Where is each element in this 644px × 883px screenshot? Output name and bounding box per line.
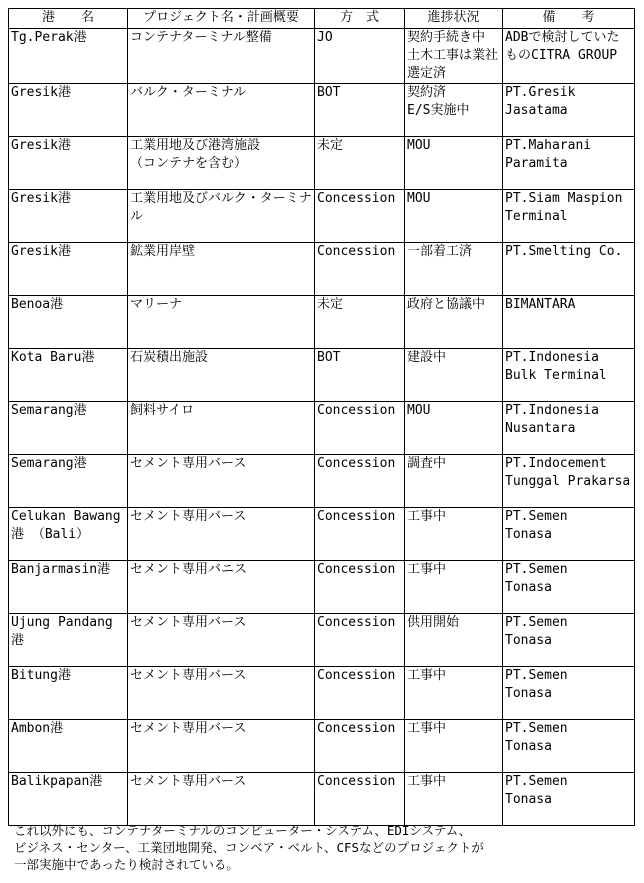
cell-port: Banjarmasin港 (9, 561, 128, 614)
cell-project: セメント専用バース (128, 773, 315, 826)
cell-port: Celukan Bawang港 （Bali） (9, 508, 128, 561)
cell-port: Benoa港 (9, 296, 128, 349)
cell-status: 契約手続き中 土木工事は業社選定済 (405, 29, 503, 84)
cell-project: セメント専用バース (128, 455, 315, 508)
table-row (9, 84, 635, 137)
cell-port: Ambon港 (9, 720, 128, 773)
cell-port: Bitung港 (9, 667, 128, 720)
cell-method: Concession (315, 455, 405, 508)
cell-status: 工事中 (405, 720, 503, 773)
cell-port: Semarang港 (9, 402, 128, 455)
cell-project: セメント専用バース (128, 720, 315, 773)
cell-remarks: ADBで検討していたものCITRA GROUP (503, 29, 635, 84)
cell-remarks: PT.Gresik Jasatama (503, 84, 635, 137)
cell-port: Kota Baru港 (9, 349, 128, 402)
cell-status: 調査中 (405, 455, 503, 508)
cell-status: 工事中 (405, 508, 503, 561)
cell-status: MOU (405, 402, 503, 455)
cell-status: 政府と協議中 (405, 296, 503, 349)
table-row (9, 296, 635, 349)
cell-remarks: PT.Siam Maspion Terminal (503, 190, 635, 243)
cell-method: BOT (315, 349, 405, 402)
cell-status: 契約済 E/S実施中 (405, 84, 503, 137)
cell-method: Concession (315, 773, 405, 826)
cell-remarks: PT.Semen Tonasa (503, 720, 635, 773)
cell-project: マリーナ (128, 296, 315, 349)
cell-project: セメント専用バース (128, 614, 315, 667)
cell-status: 供用開始 (405, 614, 503, 667)
cell-project: バルク・ターミナル (128, 84, 315, 137)
cell-status: 工事中 (405, 561, 503, 614)
cell-remarks: PT.Indocement Tunggal Prakarsa (503, 455, 635, 508)
table-row (9, 137, 635, 190)
cell-project: 工業用地及びバルク・ターミナル (128, 190, 315, 243)
table-row (9, 614, 635, 667)
header-port: 港 名 (9, 9, 128, 29)
table-row (9, 561, 635, 614)
cell-port: Gresik港 (9, 84, 128, 137)
cell-remarks: PT.Semen Tonasa (503, 773, 635, 826)
cell-remarks: PT.Smelting Co. (503, 243, 635, 296)
header-row (9, 9, 635, 29)
cell-remarks: PT.Indonesia Nusantara (503, 402, 635, 455)
header-project: プロジェクト名・計画概要 (128, 9, 315, 29)
cell-remarks: PT.Semen Tonasa (503, 614, 635, 667)
cell-port: Tg.Perak港 (9, 29, 128, 84)
cell-project: 石炭積出施設 (128, 349, 315, 402)
cell-method: 未定 (315, 137, 405, 190)
header-method: 方 式 (315, 9, 405, 29)
cell-status: 工事中 (405, 667, 503, 720)
cell-status: MOU (405, 137, 503, 190)
cell-project: 飼料サイロ (128, 402, 315, 455)
cell-remarks: PT.Semen Tonasa (503, 508, 635, 561)
cell-project: 鉱業用岸壁 (128, 243, 315, 296)
cell-method: BOT (315, 84, 405, 137)
cell-remarks: PT.Semen Tonasa (503, 667, 635, 720)
footnote: これ以外にも、コンテナターミナルのコンピューター・システム、EDIシステム、 ビジネス・センター、工業団地開発、コンベア・ベルト、CFSなどのプロジェクトが 一部実施中であったり検討されている。 (14, 823, 484, 872)
cell-method: Concession (315, 614, 405, 667)
cell-method: Concession (315, 402, 405, 455)
cell-method: Concession (315, 243, 405, 296)
table-row (9, 402, 635, 455)
cell-port: Semarang港 (9, 455, 128, 508)
cell-port: Gresik港 (9, 190, 128, 243)
projects-table (8, 8, 635, 826)
table-row (9, 29, 635, 84)
cell-port: Gresik港 (9, 137, 128, 190)
cell-project: コンテナターミナル整備 (128, 29, 315, 84)
cell-method: Concession (315, 720, 405, 773)
header-status: 進捗状況 (405, 9, 503, 29)
cell-project: セメント専用バース (128, 508, 315, 561)
cell-remarks: PT.Semen Tonasa (503, 561, 635, 614)
table-row (9, 349, 635, 402)
cell-remarks: PT.Maharani Paramita (503, 137, 635, 190)
table-row (9, 508, 635, 561)
table-row (9, 455, 635, 508)
cell-method: Concession (315, 667, 405, 720)
cell-method: JO (315, 29, 405, 84)
table-row (9, 773, 635, 826)
table-row (9, 243, 635, 296)
cell-status: 建設中 (405, 349, 503, 402)
cell-project: 工業用地及び港湾施設 （コンテナを含む） (128, 137, 315, 190)
cell-remarks: PT.Indonesia Bulk Terminal (503, 349, 635, 402)
cell-method: Concession (315, 508, 405, 561)
cell-status: MOU (405, 190, 503, 243)
table-row (9, 720, 635, 773)
cell-port: Gresik港 (9, 243, 128, 296)
cell-method: Concession (315, 561, 405, 614)
table-row (9, 190, 635, 243)
cell-port: Ujung Pandang港 (9, 614, 128, 667)
cell-port: Balikpapan港 (9, 773, 128, 826)
cell-status: 工事中 (405, 773, 503, 826)
cell-project: セメント専用バニス (128, 561, 315, 614)
table-row (9, 667, 635, 720)
cell-status: 一部着工済 (405, 243, 503, 296)
cell-remarks: BIMANTARA (503, 296, 635, 349)
cell-method: Concession (315, 190, 405, 243)
cell-method: 未定 (315, 296, 405, 349)
cell-project: セメント専用バース (128, 667, 315, 720)
header-remarks: 備 考 (503, 9, 635, 29)
